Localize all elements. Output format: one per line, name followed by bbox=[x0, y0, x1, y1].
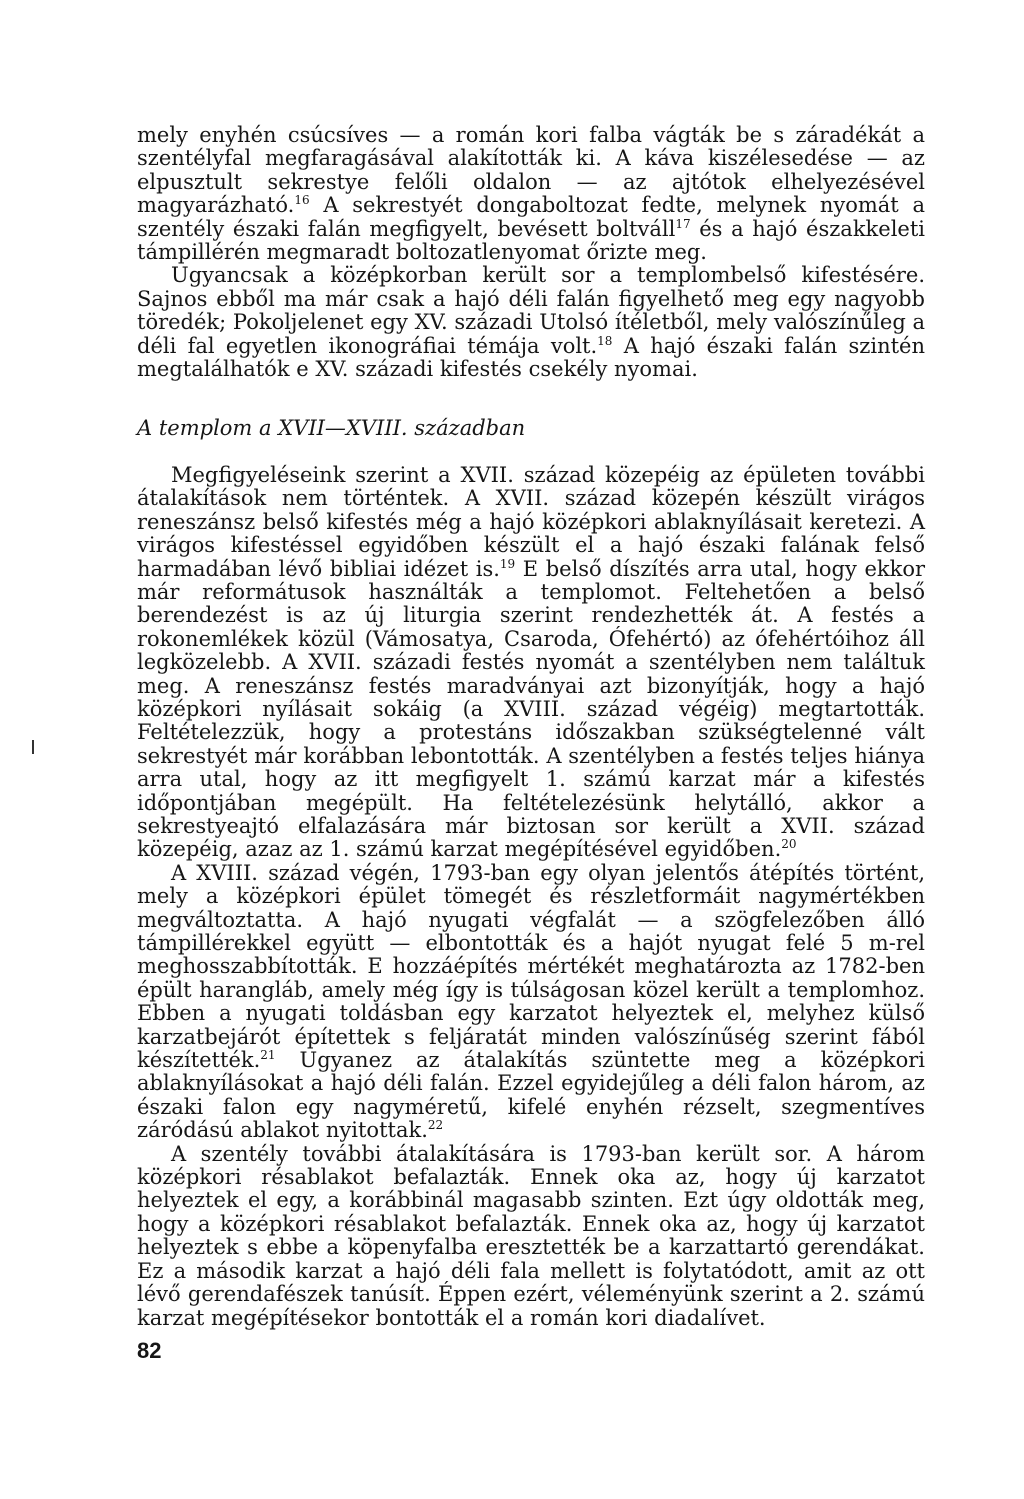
page-body bbox=[137, 124, 925, 1330]
paragraph-text: Megfigyeléseink szerint a XVII. század közepéig az épületen további átalakítások nem történtek. A XVII. század közepén készült virágos reneszánsz belső kifestés még a hajó középkori ablaknyílásait keretezi. A virágos kifestéssel egyidőben készült el a hajó északi falának felső harmadában lévő bibliai idézet is. bbox=[137, 462, 925, 581]
section-after-heading bbox=[137, 464, 925, 1330]
paragraph-text: A XVIII. század végén, 1793-ban egy olyan jelentős átépítés történt, mely a középkori épület tömegét és részletformáit nagymértékben megváltoztatta. A hajó nyugati végfalát — a szögfelezőben álló támpillérekkel együtt — elbontották és a hajót nyugat felé 5 m-rel meghosszabbították. E hozzáépítés mértékét meghatározta az 1782-ben épült harangláb, amely még így is túlságosan közel került a templomhoz. Ebben a nyugati toldásban egy karzatot helyeztek el, melyhez külső karzatbejárót építettek s feljáratát minden valószínűség szerint fából készítették. bbox=[137, 860, 925, 1073]
paragraph-p4 bbox=[137, 862, 925, 1143]
footnote-reference: 17 bbox=[675, 216, 691, 231]
section-before-heading bbox=[137, 124, 925, 381]
paragraph-text: mely enyhén csúcsíves — a román kori falba vágták be s záradékát a szentélyfal megfaragásával alakították ki. A káva kiszélesedése — az elpusztult sekrestye felőli oldalon — az ajtótok elhelyezésével magyarázható. bbox=[137, 123, 925, 218]
footnote-reference: 20 bbox=[781, 837, 797, 852]
paragraph-text: A sekrestyét dongaboltozat fedte, melynek nyomát a szentély északi falán megfigyelt, bevésett boltváll bbox=[137, 193, 925, 241]
paragraph-p1 bbox=[137, 124, 925, 264]
footnote-reference: 19 bbox=[499, 556, 516, 571]
paragraph-text: E belső díszítés arra utal, hogy ekkor már reformátusok használták a templomot. Feltehetően a belső berendezést is az új liturgia szerint rendezhették át. A festés a rokonemlékek közül (Vámosatya, Csaroda, Ófehértó) az ófehértóihoz áll legközelebb. A XVII. századi festés nyomát a szentélyben nem találtuk meg. A reneszánsz festés maradványai azt bizonyítják, hogy a hajó középkori nyílásait sokáig (a XVIII. század végéig) megtartották. Feltételezzük, hogy a protestáns időszakban szükségtelenné vált sekrestyét már korábban lebontották. A szentélyben a festés teljes hiánya arra utal, hogy az itt megfigyelt 1. számú karzat már a kifestés időpontjában megépült. Ha feltételezésünk helytálló, akkor a sekrestyeajtó elfalazására már biztosan sor került a XVII. század közepéig, azaz az 1. számú karzat megépítésével egyidőben. bbox=[137, 556, 926, 862]
paragraph-p3 bbox=[137, 464, 925, 862]
footnote-reference: 16 bbox=[294, 193, 310, 208]
paragraph-p5 bbox=[137, 1143, 925, 1330]
paragraph-text: Ugyancsak a középkorban került sor a templombelső kifestésére. Sajnos ebből ma már csak a hajó déli falán figyelhető meg egy nagyobb töredék; Pokoljelenet egy XV. századi Utolsó ítéletből, mely valószínűleg a déli fal egyetlen ikonográfiai témája volt. bbox=[137, 263, 925, 358]
paragraph-text: A szentély további átalakítására is 1793-ban került sor. A három középkori résablakot befalazták. Ennek oka az, hogy új karzatot helyeztek el egy, a korábbinál magasabb szinten. Ezt úgy oldották meg, hogy a középkori résablakot befalazták. Ennek oka az, hogy új karzatot helyeztek s ebbe a köpenyfalba eresztették be a karzattartó gerendákat. Ez a második karzat a hajó déli fala mellett is folytatódott, amit az ott lévő gerendafészek tanúsít. Éppen ezért, véleményünk szerint a 2. számú karzat megépítésekor bontották el a román kori diadalívet. bbox=[137, 1141, 925, 1330]
margin-mark bbox=[32, 740, 34, 754]
section-heading: A templom a XVII—XVIII. században bbox=[137, 416, 526, 441]
footnote-reference: 18 bbox=[597, 333, 613, 348]
footnote-reference: 21 bbox=[260, 1048, 276, 1063]
paragraph-text: A hajó északi falán szintén megtalálhatók e XV. századi kifestés csekély nyomai. bbox=[137, 333, 925, 382]
paragraph-text: Ugyanez az átalakítás szüntette meg a középkori ablaknyílásokat a hajó déli falán. Ezzel egyidejűleg a déli falon három, az északi falon egy nagyméretű, kifelé enyhén rézselt, szegmentíves záródású ablakot nyitottak. bbox=[137, 1048, 925, 1143]
page-number: 82 bbox=[137, 1338, 162, 1363]
footnote-reference: 22 bbox=[427, 1118, 444, 1133]
paragraph-text: és a hajó északkeleti támpillérén megmaradt boltozatlenyomat őrizte meg. bbox=[137, 216, 926, 265]
paragraph-p2 bbox=[137, 264, 925, 381]
